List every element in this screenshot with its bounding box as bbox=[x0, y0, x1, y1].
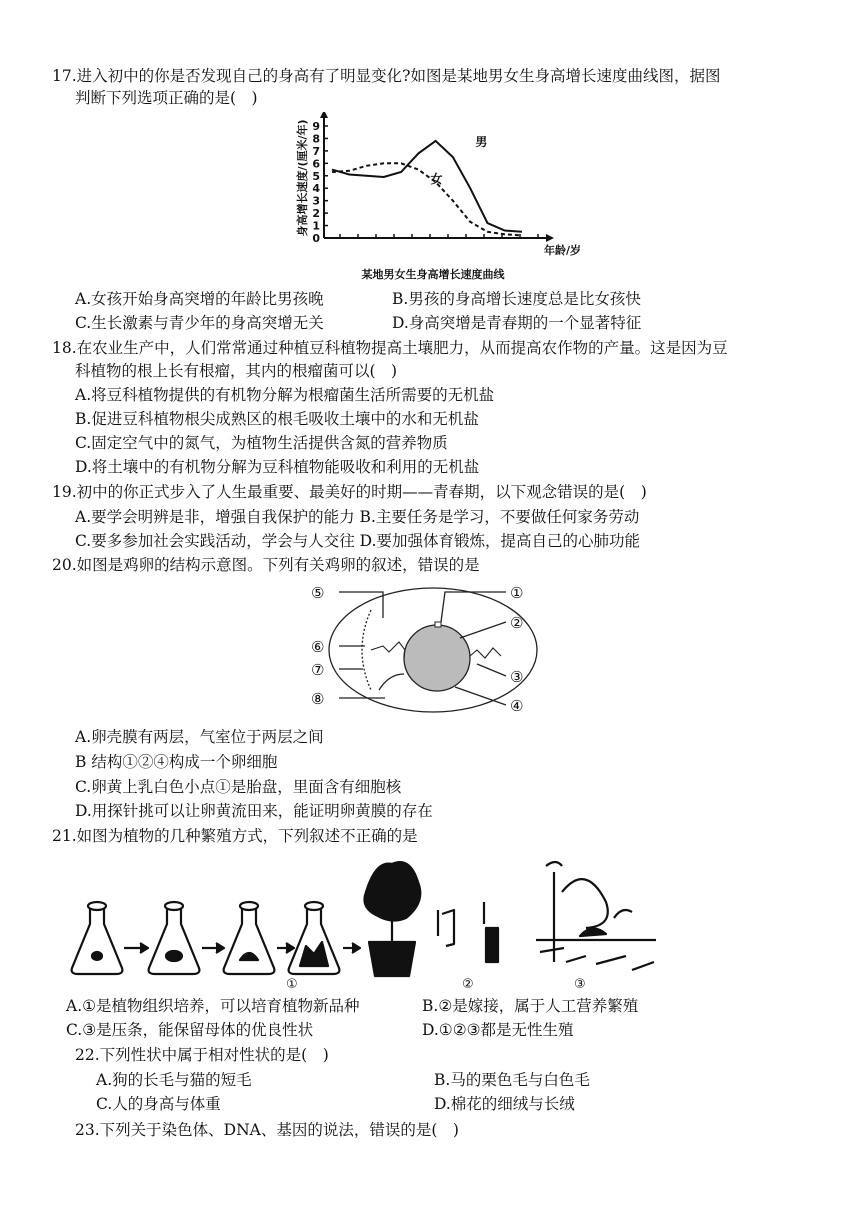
q17-stem-line1: 17.进入初中的你是否发现自己的身高有了明显变化?如图是某地男女生身高增长速度曲线图，据图 bbox=[52, 67, 721, 85]
series-line-male bbox=[332, 141, 522, 232]
q20-option-c[interactable]: C.卵黄上乳白色小点①是胎盘，里面含有细胞核 bbox=[75, 778, 402, 796]
q22-option-c[interactable]: C.人的身高与体重 bbox=[96, 1095, 221, 1113]
q20-option-d[interactable]: D.用探针挑可以让卵黄流田来，能证明卵黄膜的存在 bbox=[75, 802, 433, 820]
q22-option-d[interactable]: D.棉花的细绒与长绒 bbox=[434, 1095, 575, 1113]
q20-option-a[interactable]: A.卵壳膜有两层，气室位于两层之间 bbox=[75, 728, 324, 746]
x-axis-label: 年龄/岁 bbox=[544, 244, 582, 257]
label-6: ⑥ bbox=[311, 638, 325, 656]
label-7: ⑦ bbox=[311, 661, 325, 679]
y-tick-label: 5 bbox=[312, 169, 320, 183]
q21-option-c[interactable]: C.③是压条，能保留母体的优良性状 bbox=[66, 1021, 314, 1039]
q19-options-ab[interactable]: A.要学会明辨是非，增强自我保护的能力 B.主要任务是学习，不要做任何家务劳动 bbox=[75, 508, 640, 526]
y-tick-label: 0 bbox=[312, 232, 320, 245]
q20-stem: 20.如图是鸡卵的结构示意图。下列有关鸡卵的叙述，错误的是 bbox=[52, 556, 480, 574]
growth-speed-chart bbox=[278, 112, 608, 284]
y-tick-label: 4 bbox=[312, 182, 320, 196]
y-tick-label: 2 bbox=[312, 207, 320, 221]
y-tick-label: 1 bbox=[312, 219, 320, 233]
q18-option-d[interactable]: D.将土壤中的有机物分解为豆科植物能吸收和利用的无机盐 bbox=[75, 458, 480, 476]
plant-propagation-diagram bbox=[66, 852, 666, 992]
y-tick-label: 7 bbox=[312, 144, 320, 158]
q18-option-c[interactable]: C.固定空气中的氮气，为植物生活提供含氮的营养物质 bbox=[75, 434, 448, 452]
q19-options-cd[interactable]: C.要多参加社会实践活动，学会与人交往 D.要加强体育锻炼，提高自己的心肺功能 bbox=[75, 532, 640, 550]
y-tick-label: 9 bbox=[312, 120, 320, 133]
y-tick-label: 8 bbox=[312, 132, 320, 146]
q17-option-b[interactable]: B.男孩的身高增长速度总是比女孩快 bbox=[392, 290, 641, 308]
y-tick-label: 3 bbox=[312, 194, 320, 208]
q20-option-b[interactable]: B 结构①②④构成一个卵细胞 bbox=[75, 753, 278, 771]
q21-option-a[interactable]: A.①是植物组织培养，可以培育植物新品种 bbox=[66, 997, 360, 1015]
label-3: ③ bbox=[510, 668, 524, 686]
label-5: ⑤ bbox=[311, 584, 325, 602]
series-label-female: 女 bbox=[430, 172, 443, 187]
q21-stem: 21.如图为植物的几种繁殖方式，下列叙述不正确的是 bbox=[52, 827, 418, 845]
label-2: ② bbox=[462, 977, 474, 992]
label-1: ① bbox=[510, 584, 524, 602]
chart-title: 某地男女生身高增长速度曲线 bbox=[361, 268, 505, 281]
y-axis-label: 身高增长速度/(厘米/年) bbox=[296, 119, 309, 237]
y-tick-label: 6 bbox=[312, 157, 320, 171]
q23-stem: 23.下列关于染色体、DNA、基因的说法，错误的是( ) bbox=[75, 1121, 459, 1139]
q17-option-a[interactable]: A.女孩开始身高突增的年龄比男孩晚 bbox=[75, 290, 324, 308]
q18-stem-line1: 18.在农业生产中，人们常常通过种植豆科植物提高土壤肥力，从而提高农作物的产量。这是因为豆 bbox=[52, 339, 728, 357]
label-4: ④ bbox=[510, 697, 524, 715]
q19-stem: 19.初中的你正式步入了人生最重要、最美好的时期——青春期，以下观念错误的是( ) bbox=[52, 483, 647, 501]
q18-stem-line2: 科植物的根上长有根瘤，其内的根瘤菌可以( ) bbox=[75, 362, 398, 380]
q21-option-d[interactable]: D.①②③都是无性生殖 bbox=[422, 1021, 574, 1039]
series-label-male: 男 bbox=[475, 134, 488, 149]
q18-option-a[interactable]: A.将豆科植物提供的有机物分解为根瘤菌生活所需要的无机盐 bbox=[75, 386, 495, 404]
label-2: ② bbox=[510, 614, 524, 632]
egg-structure-diagram bbox=[305, 578, 557, 720]
label-8: ⑧ bbox=[311, 690, 325, 708]
label-3: ③ bbox=[574, 977, 586, 992]
q18-option-b[interactable]: B.促进豆科植物根尖成熟区的根毛吸收土壤中的水和无机盐 bbox=[75, 410, 479, 428]
x-axis-arrow bbox=[546, 234, 554, 242]
y-axis-arrow bbox=[320, 112, 328, 118]
q21-option-b[interactable]: B.②是嫁接，属于人工营养繁殖 bbox=[422, 997, 639, 1015]
q17-stem-line2: 判断下列选项正确的是( ) bbox=[75, 89, 258, 107]
q17-option-c[interactable]: C.生长激素与青少年的身高突增无关 bbox=[75, 314, 324, 332]
q22-option-b[interactable]: B.马的栗色毛与白色毛 bbox=[434, 1071, 590, 1089]
q22-stem: 22.下列性状中属于相对性状的是( ) bbox=[75, 1046, 329, 1064]
label-1: ① bbox=[286, 977, 298, 992]
q22-option-a[interactable]: A.狗的长毛与猫的短毛 bbox=[96, 1071, 252, 1089]
q17-option-d[interactable]: D.身高突增是青春期的一个显著特征 bbox=[392, 314, 642, 332]
